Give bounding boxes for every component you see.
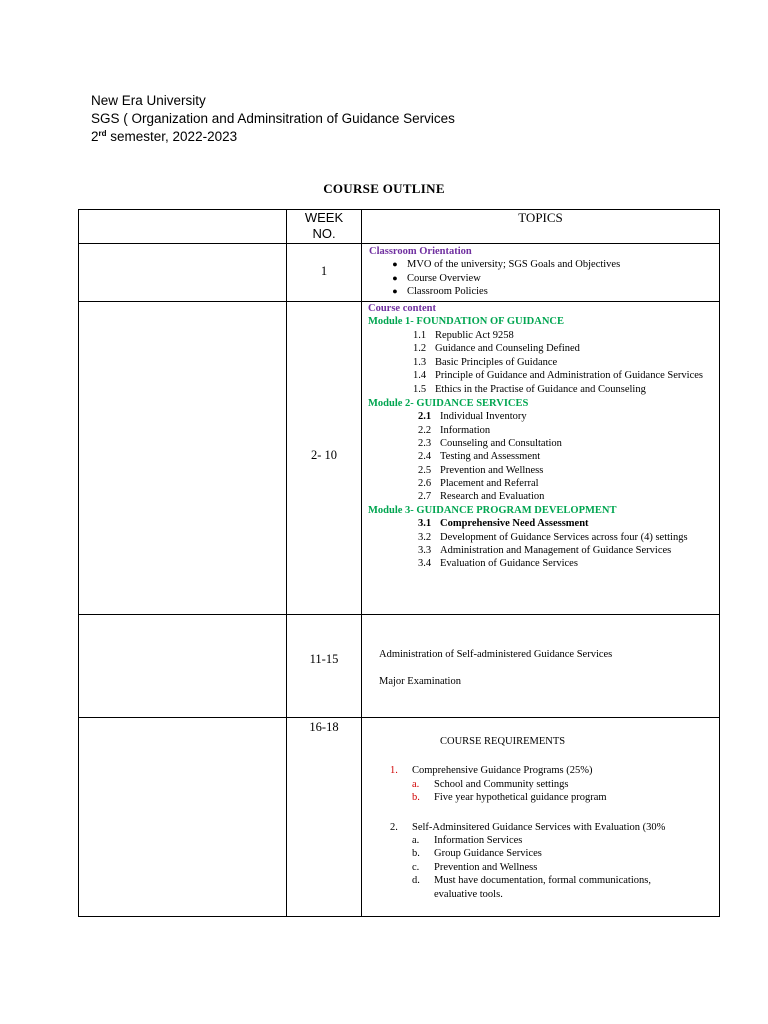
week-header-line2: NO. <box>312 226 336 241</box>
list-item: a. School and Community settings <box>412 778 569 790</box>
list-item: d. Must have documentation, formal communications, evaluative tools. <box>412 875 651 900</box>
week-cell <box>287 718 362 917</box>
list-item: 2.5 Prevention and Wellness <box>418 464 544 476</box>
topics-cell <box>362 244 720 302</box>
week-cell <box>287 615 362 718</box>
list-item: 2.1 Individual Inventory <box>418 411 527 423</box>
table-header-row <box>79 210 720 244</box>
week-number: 2- 10 <box>310 448 338 462</box>
list-item: ● Course Overview <box>392 272 481 284</box>
topic-line: Administration of Self-administered Guidance Services <box>379 649 613 660</box>
list-item: 3.3 Administration and Management of Guidance Services <box>418 545 672 557</box>
semester-ordinal: rd <box>98 129 107 138</box>
list-item: 1.1 Republic Act 9258 <box>413 329 514 341</box>
list-item: 3.4 Evaluation of Guidance Services <box>418 558 578 570</box>
week-number: 1 <box>320 264 328 278</box>
table-row <box>79 302 720 615</box>
requirements-heading: COURSE REQUIREMENTS <box>440 736 566 747</box>
blank-header-cell <box>79 210 287 244</box>
week-number: 11-15 <box>309 652 339 666</box>
table-row <box>79 718 720 917</box>
list-item: 1.2 Guidance and Counseling Defined <box>413 343 580 355</box>
week-header <box>287 210 362 244</box>
topics-cell <box>362 718 720 917</box>
module-2-heading: Module 2- GUIDANCE SERVICES <box>368 397 529 409</box>
topics-cell <box>362 302 720 615</box>
week-header-line1: WEEK <box>304 210 344 225</box>
list-item: 3.1 Comprehensive Need Assessment <box>418 518 589 530</box>
semester-number: 2 <box>91 129 99 144</box>
semester-text: semester, 2022-2023 <box>106 129 238 144</box>
list-item: ● Classroom Policies <box>392 286 488 298</box>
blank-cell <box>79 718 287 917</box>
blank-cell <box>79 244 287 302</box>
course-outline-table <box>78 209 720 917</box>
course-content-heading: Course content <box>368 303 436 314</box>
list-item: 2. Self-Adminsitered Guidance Services with Evaluation (30% <box>390 821 666 833</box>
list-item: 2.2 Information <box>418 424 491 436</box>
list-item: 1.3 Basic Principles of Guidance <box>413 356 558 368</box>
semester-line <box>91 128 455 146</box>
topics-cell <box>362 615 720 718</box>
list-item: 2.7 Research and Evaluation <box>418 491 545 503</box>
module-3-heading: Module 3- GUIDANCE PROGRAM DEVELOPMENT <box>368 504 617 516</box>
course-name: SGS ( Organization and Adminsitration of Guidance Services <box>91 111 455 126</box>
list-item: 1.4 Principle of Guidance and Administration of Guidance Services <box>413 369 703 381</box>
blank-cell <box>79 615 287 718</box>
list-item: 1.5 Ethics in the Practise of Guidance and Counseling <box>413 384 646 396</box>
list-item: 2.3 Counseling and Consultation <box>418 437 562 449</box>
document-header <box>91 92 455 146</box>
list-item: c. Prevention and Wellness <box>412 861 538 873</box>
blank-cell <box>79 302 287 615</box>
list-item: a. Information Services <box>412 834 523 846</box>
week-cell <box>287 244 362 302</box>
table-row <box>79 615 720 718</box>
university-name: New Era University <box>91 93 206 108</box>
week-cell <box>287 302 362 615</box>
list-item: b. Group Guidance Services <box>412 848 542 860</box>
orientation-heading: Classroom Orientation <box>369 246 472 257</box>
list-item: 2.6 Placement and Referral <box>418 478 539 490</box>
list-item: ● MVO of the university; SGS Goals and Objectives <box>392 259 621 271</box>
week-number: 16-18 <box>309 720 339 734</box>
list-item: 2.4 Testing and Assessment <box>418 451 541 463</box>
list-item: b. Five year hypothetical guidance program <box>412 792 607 804</box>
topics-header: TOPICS <box>362 210 720 244</box>
list-item: 3.2 Development of Guidance Services across four (4) settings <box>418 531 688 543</box>
list-item: 1. Comprehensive Guidance Programs (25%) <box>390 765 593 777</box>
table-row <box>79 244 720 302</box>
page-title: COURSE OUTLINE <box>323 181 445 196</box>
module-1-heading: Module 1- FOUNDATION OF GUIDANCE <box>368 316 565 328</box>
topic-line: Major Examination <box>379 676 461 688</box>
